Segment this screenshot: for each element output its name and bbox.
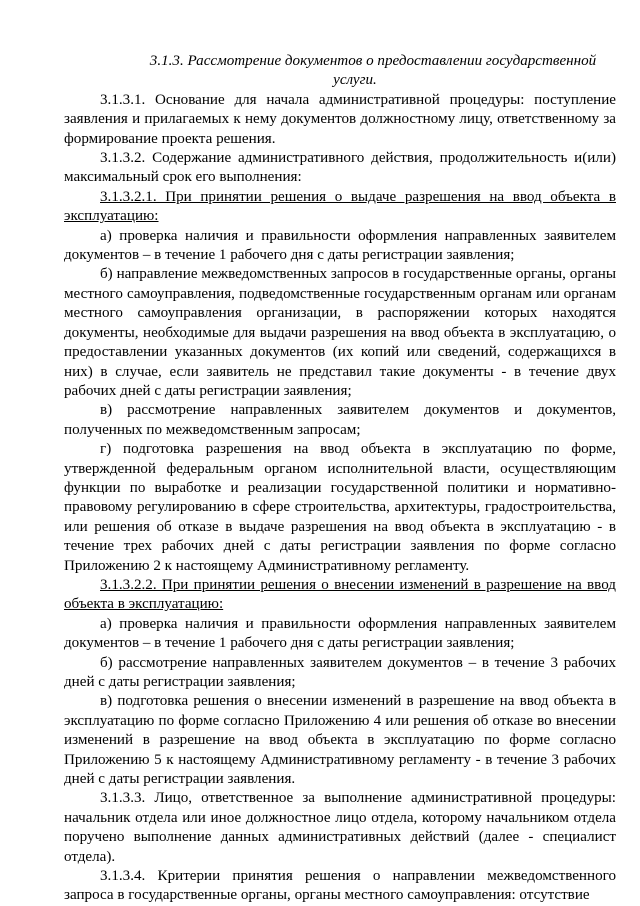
paragraph: а) проверка наличия и правильности оформления направленных заявителем документов – в течение 1 рабочего дня с даты регистрации заявления; [64, 615, 616, 652]
paragraph: в) подготовка решения о внесении изменений в разрешение на ввод объекта в эксплуатацию по форме согласно Приложению 4 или решения об отказе во внесении изменений в разрешение на ввод объекта в эксплуатацию по форме согласно Приложению 5 к настоящему Административному регламенту - в течение 3 рабочих дней с даты регистрации заявления. [64, 693, 616, 788]
document-page [64, 52, 616, 906]
subsection-heading: 3.1.3.2.1. При принятии решения о выдаче разрешения на ввод объекта в эксплуатацию: [64, 188, 616, 225]
section-heading: 3.1.3. Рассмотрение документов о предоставлении государственной услуги. [149, 53, 597, 89]
paragraph: 3.1.3.1. Основание для начала административной процедуры: поступление заявления и прилагаемых к нему документов должностному лицу, ответственному за формирование проекта решения. [64, 91, 616, 147]
paragraph: 3.1.3.3. Лицо, ответственное за выполнение административной процедуры: начальник отдела или иное должностное лицо отдела, которому начальником отдела поручено выполнение данных административных действий (далее - специалист отдела). [64, 790, 616, 865]
paragraph: 3.1.3.2. Содержание административного действия, продолжительность и(или) максимальный срок его выполнения: [64, 150, 616, 186]
subsection-heading: 3.1.3.2.2. При принятии решения о внесении изменений в разрешение на ввод объекта в эксплуатацию: [64, 576, 616, 613]
paragraph: а) проверка наличия и правильности оформления направленных заявителем документов – в течение 1 рабочего дня с даты регистрации заявления; [64, 227, 616, 264]
paragraph: г) подготовка разрешения на ввод объекта в эксплуатацию по форме, утвержденной федеральным органом исполнительной власти, осуществляющим функции по выработке и реализации государственной политики и нормативно-правовому регулированию в сфере строительства, архитектуры, градостроительства, или решения об отказе в выдаче разрешения на ввод объекта в эксплуатацию - в течение трех рабочих дней с даты регистрации заявления по форме согласно Приложению 2 к настоящему Административному регламенту. [64, 441, 616, 574]
document-body [64, 91, 616, 906]
paragraph: 3.1.3.4. Критерии принятия решения о направлении межведомственного запроса в государственные органы, органы местного самоуправления: отсутствие [64, 868, 616, 904]
paragraph: в) рассмотрение направленных заявителем документов и документов, полученных по межведомственным запросам; [64, 402, 616, 438]
paragraph: б) рассмотрение направленных заявителем документов – в течение 3 рабочих дней с даты регистрации заявления; [64, 654, 616, 690]
paragraph: б) направление межведомственных запросов в государственные органы, органы местного самоуправления, подведомственные государственным органам или органам местного самоуправления организации, в распоряжении которых находятся документы, необходимые для выдачи разрешения на ввод объекта в эксплуатацию, о предоставлении указанных документов (их копий или сведений, содержащихся в них) в случае, если заявитель не представил такие документы - в течение двух рабочих дней с даты регистрации заявления; [64, 266, 616, 399]
